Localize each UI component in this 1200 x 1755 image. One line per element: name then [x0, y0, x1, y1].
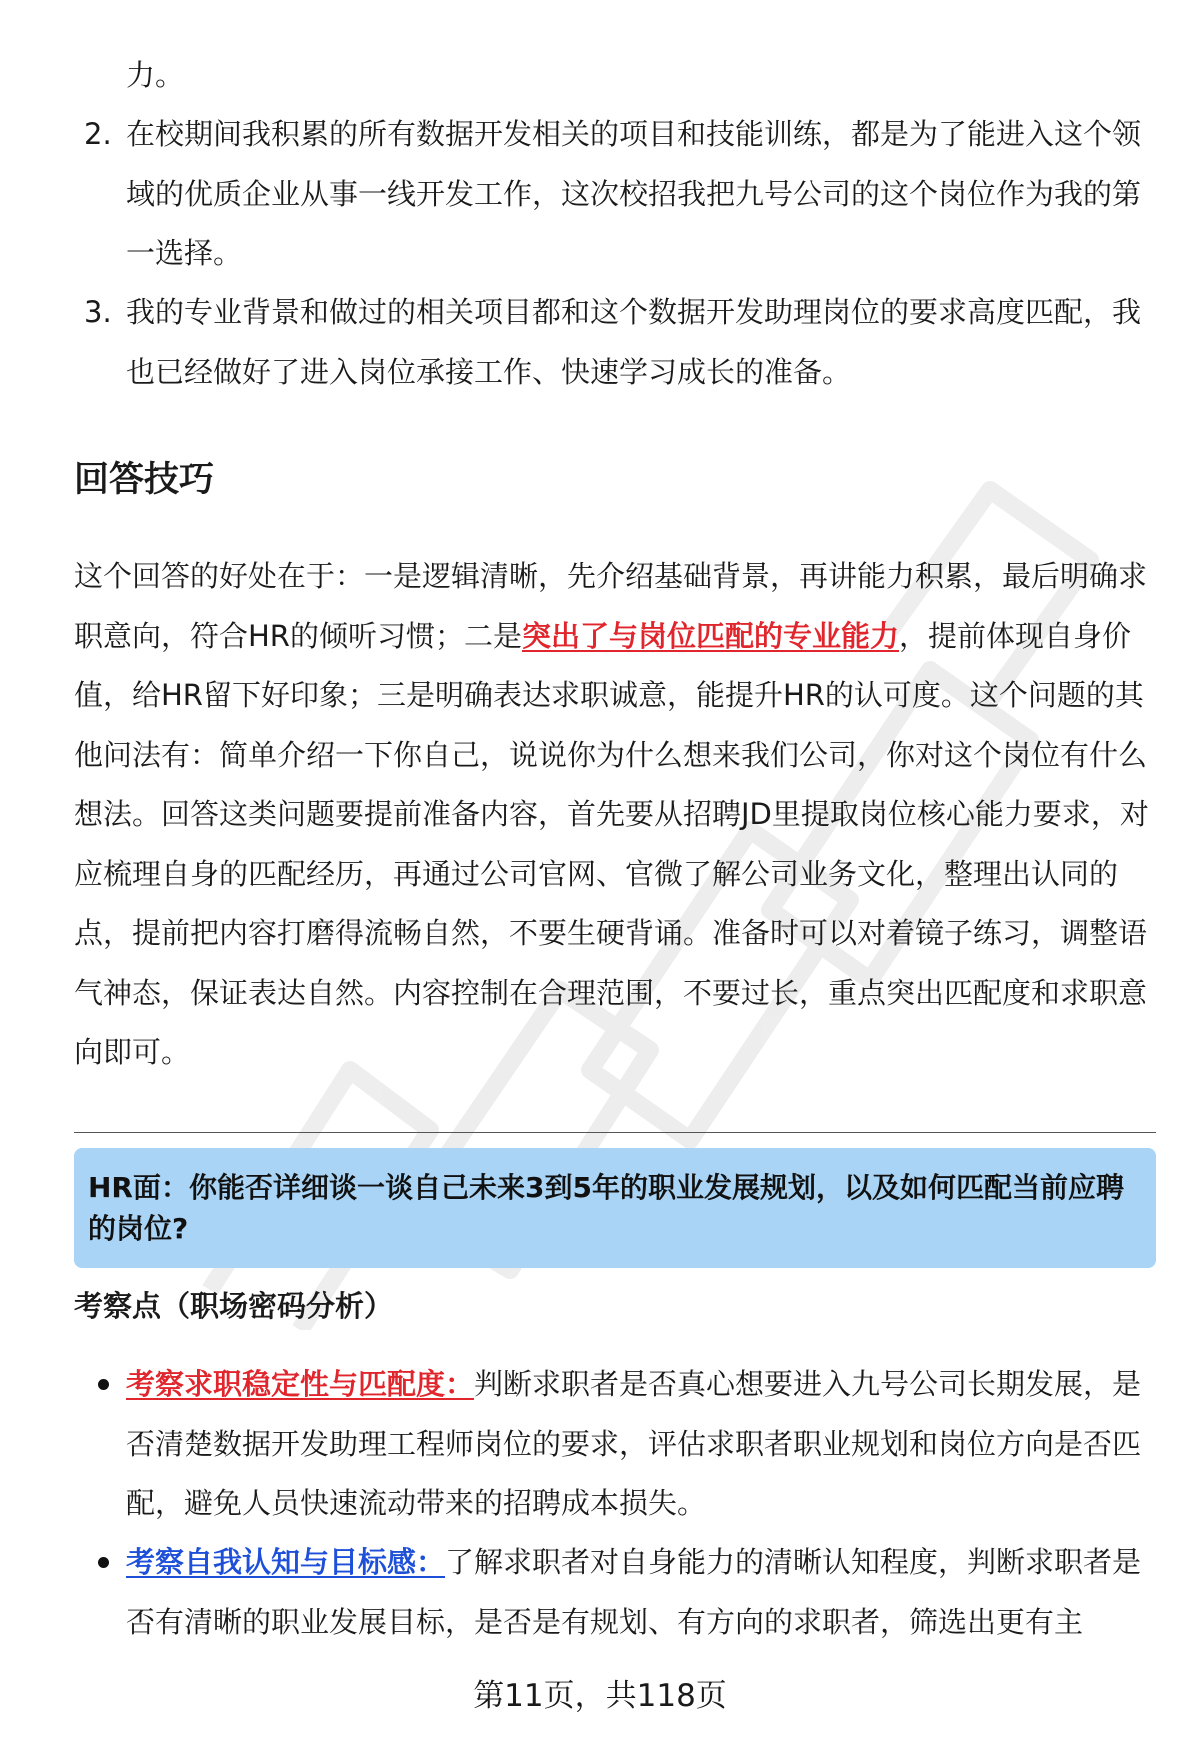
- list-item-continuation: [74, 46, 1164, 106]
- section-title: 回答技巧: [74, 460, 215, 500]
- bullet-dot-icon: [98, 1379, 109, 1390]
- bullet-label: 考察自我认知与目标感：: [126, 1545, 446, 1579]
- paragraph-text: 这个回答的好处在于：一是逻辑清晰，先介绍基础背景，再讲能力积累，最后明确求职意向，符合HR的倾听习惯；二是: [74, 559, 1148, 653]
- divider: [74, 1132, 1156, 1133]
- bullet-text: [126, 1355, 1164, 1534]
- bullet-body: 判断求职者是否真心想要进入九号公司长期发展，是否清楚数据开发助理工程师岗位的要求，评估求职者职业规划和岗位方向是否匹配，避免人员快速流动带来的招聘成本损失。: [126, 1367, 1142, 1520]
- list-number: 3.: [84, 295, 112, 329]
- list-item-text: 我的专业背景和做过的相关项目都和这个数据开发助理岗位的要求高度匹配，我也已经做好了进入岗位承接工作、快速学习成长的准备。: [126, 295, 1142, 389]
- list-item: [74, 283, 1164, 402]
- list-item: [74, 105, 1164, 284]
- bullet-text: [126, 1533, 1164, 1652]
- page-footer: 第11页，共118页: [473, 1678, 727, 1714]
- bullet-label: 考察求职稳定性与匹配度：: [126, 1367, 475, 1401]
- bullet-body: 了解求职者对自身能力的清晰认知程度，判断求职者是否有清晰的职业发展目标，是否是有规划、有方向的求职者，筛选出更有主: [126, 1545, 1142, 1639]
- subheading: 考察点（职场密码分析）: [74, 1289, 394, 1323]
- list-item-text: 在校期间我积累的所有数据开发相关的项目和技能训练，都是为了能进入这个领域的优质企业从事一线开发工作，这次校招我把九号公司的这个岗位作为我的第一选择。: [126, 117, 1142, 270]
- question-box: [74, 1148, 1156, 1268]
- bullet-item: [74, 1533, 1164, 1652]
- highlight-text: 突出了与岗位匹配的专业能力: [521, 618, 899, 653]
- paragraph-text: ，提前体现自身价值，给HR留下好印象；三是明确表达求职诚意，能提升HR的认可度。这个问题的其他问法有：简单介绍一下你自己，说说你为什么想来我们公司，你对这个岗位有什么想法。回答这类问题要提前准备内容，首先要从招聘JD里提取岗位核心能力要求，对应梳理自身的匹配经历，再通过公司官网、官微了解公司业务文化，整理出认同的点，提前把内容打磨得流畅自然，不要生硬背诵。准备时可以对着镜子练习，调整语气神态，保证表达自然。内容控制在合理范围，不要过长，重点突出匹配度和求职意向即可。: [74, 618, 1149, 1069]
- bullet-item: [74, 1355, 1164, 1534]
- list-number: 2.: [84, 117, 112, 151]
- question-text: HR面：你能否详细谈一谈自己未来3到5年的职业发展规划，以及如何匹配当前应聘的岗位?: [88, 1171, 1124, 1245]
- paragraph: [74, 547, 1164, 1083]
- bullet-dot-icon: [98, 1557, 109, 1568]
- list-item-text: 力。: [126, 58, 185, 92]
